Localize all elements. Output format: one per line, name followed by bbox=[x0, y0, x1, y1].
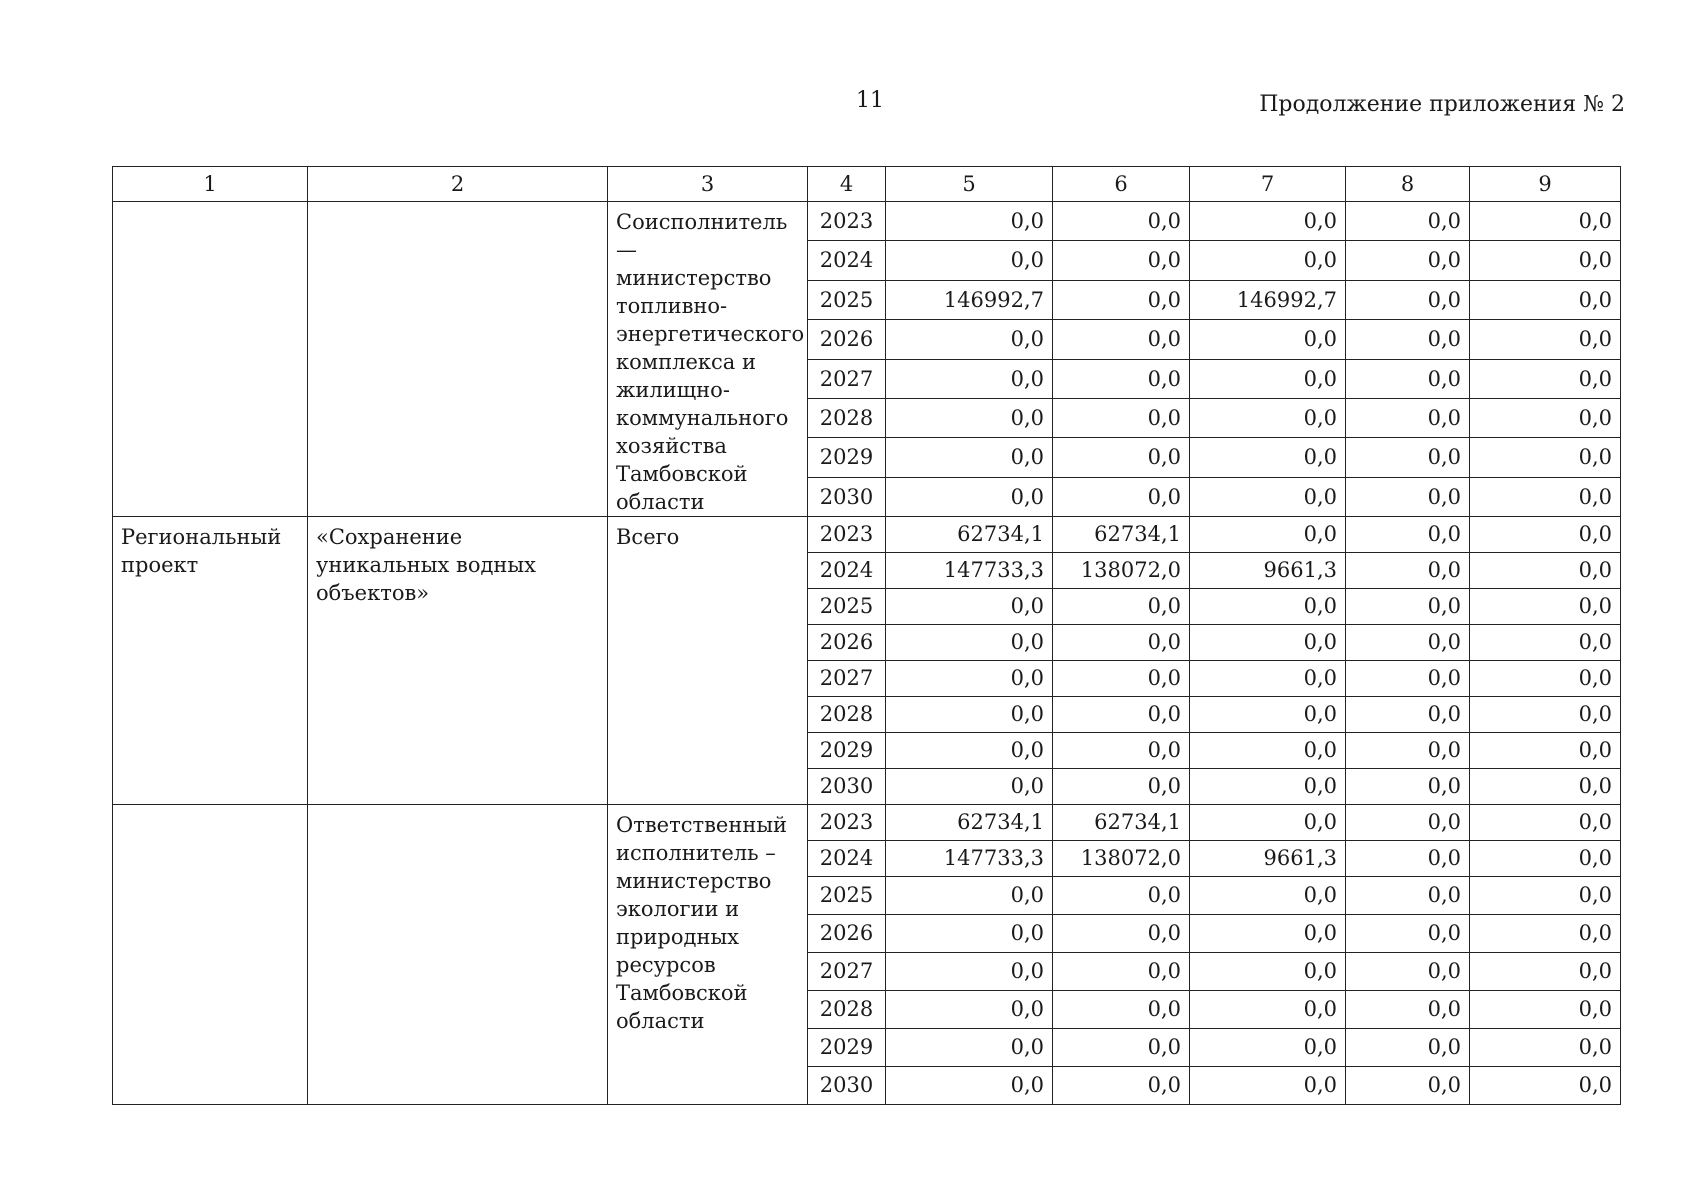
value-cell: 0,0 bbox=[1190, 517, 1346, 553]
value-cell: 0,0 bbox=[886, 477, 1053, 516]
column-header: 6 bbox=[1053, 167, 1190, 202]
value-cell: 0,0 bbox=[1190, 915, 1346, 953]
row-name-cell: «Сохранение уникальных водных объектов» bbox=[308, 517, 608, 805]
value-cell: 0,0 bbox=[1470, 320, 1621, 359]
value-cell: 147733,3 bbox=[886, 841, 1053, 877]
value-cell: 0,0 bbox=[1190, 661, 1346, 697]
value-cell: 0,0 bbox=[1053, 953, 1190, 991]
funding-table bbox=[112, 166, 1621, 1105]
column-header: 8 bbox=[1346, 167, 1470, 202]
year-cell: 2025 bbox=[808, 589, 886, 625]
value-cell: 0,0 bbox=[886, 915, 1053, 953]
value-cell: 0,0 bbox=[1053, 625, 1190, 661]
value-cell: 0,0 bbox=[1470, 841, 1621, 877]
value-cell: 0,0 bbox=[1346, 661, 1470, 697]
value-cell: 138072,0 bbox=[1053, 553, 1190, 589]
value-cell: 0,0 bbox=[1346, 477, 1470, 516]
value-cell: 0,0 bbox=[1190, 589, 1346, 625]
value-cell: 0,0 bbox=[1190, 1029, 1346, 1067]
value-cell: 0,0 bbox=[886, 202, 1053, 241]
value-cell: 0,0 bbox=[886, 953, 1053, 991]
year-cell: 2025 bbox=[808, 280, 886, 319]
value-cell: 0,0 bbox=[1470, 202, 1621, 241]
value-cell: 0,0 bbox=[1346, 953, 1470, 991]
value-cell: 138072,0 bbox=[1053, 841, 1190, 877]
value-cell: 0,0 bbox=[1190, 697, 1346, 733]
value-cell: 0,0 bbox=[1053, 1067, 1190, 1105]
value-cell: 0,0 bbox=[1346, 769, 1470, 805]
value-cell: 0,0 bbox=[1470, 697, 1621, 733]
value-cell: 0,0 bbox=[886, 733, 1053, 769]
value-cell: 0,0 bbox=[1190, 877, 1346, 915]
year-cell: 2030 bbox=[808, 477, 886, 516]
value-cell: 9661,3 bbox=[1190, 553, 1346, 589]
value-cell: 0,0 bbox=[1190, 398, 1346, 437]
table-row bbox=[113, 202, 1621, 241]
value-cell: 0,0 bbox=[1346, 438, 1470, 477]
value-cell: 0,0 bbox=[1190, 320, 1346, 359]
value-cell: 0,0 bbox=[1053, 320, 1190, 359]
year-cell: 2026 bbox=[808, 320, 886, 359]
year-cell: 2028 bbox=[808, 697, 886, 733]
column-header: 2 bbox=[308, 167, 608, 202]
value-cell: 0,0 bbox=[1470, 733, 1621, 769]
value-cell: 0,0 bbox=[1346, 202, 1470, 241]
value-cell: 0,0 bbox=[886, 241, 1053, 280]
value-cell: 0,0 bbox=[1053, 915, 1190, 953]
value-cell: 0,0 bbox=[1470, 625, 1621, 661]
value-cell: 0,0 bbox=[1053, 398, 1190, 437]
value-cell: 0,0 bbox=[1053, 202, 1190, 241]
year-cell: 2027 bbox=[808, 661, 886, 697]
year-cell: 2030 bbox=[808, 1067, 886, 1105]
column-header: 7 bbox=[1190, 167, 1346, 202]
value-cell: 0,0 bbox=[1190, 359, 1346, 398]
value-cell: 0,0 bbox=[1053, 877, 1190, 915]
year-cell: 2028 bbox=[808, 398, 886, 437]
value-cell: 0,0 bbox=[886, 438, 1053, 477]
row-name-cell bbox=[308, 202, 608, 517]
value-cell: 0,0 bbox=[1190, 991, 1346, 1029]
value-cell: 0,0 bbox=[886, 589, 1053, 625]
value-cell: 0,0 bbox=[1053, 769, 1190, 805]
value-cell: 146992,7 bbox=[886, 280, 1053, 319]
value-cell: 0,0 bbox=[886, 625, 1053, 661]
value-cell: 0,0 bbox=[1346, 915, 1470, 953]
year-cell: 2026 bbox=[808, 625, 886, 661]
value-cell: 0,0 bbox=[1190, 625, 1346, 661]
year-cell: 2023 bbox=[808, 805, 886, 841]
value-cell: 0,0 bbox=[1053, 661, 1190, 697]
value-cell: 0,0 bbox=[1470, 280, 1621, 319]
value-cell: 0,0 bbox=[1470, 915, 1621, 953]
value-cell: 0,0 bbox=[1346, 320, 1470, 359]
row-executor-cell: Соисполнитель — министерство топливно-энергетического комплекса и жилищно-коммунального хозяйства Тамбовской области bbox=[608, 202, 808, 517]
page-number: 11 bbox=[856, 88, 884, 113]
value-cell: 0,0 bbox=[1053, 477, 1190, 516]
value-cell: 0,0 bbox=[886, 359, 1053, 398]
column-header: 4 bbox=[808, 167, 886, 202]
value-cell: 0,0 bbox=[1346, 398, 1470, 437]
value-cell: 0,0 bbox=[1470, 553, 1621, 589]
value-cell: 0,0 bbox=[1053, 241, 1190, 280]
value-cell: 0,0 bbox=[1346, 589, 1470, 625]
value-cell: 0,0 bbox=[1470, 398, 1621, 437]
row-type-cell: Региональный проект bbox=[113, 517, 308, 805]
column-header: 1 bbox=[113, 167, 308, 202]
value-cell: 0,0 bbox=[1346, 805, 1470, 841]
value-cell: 0,0 bbox=[1190, 1067, 1346, 1105]
value-cell: 0,0 bbox=[1470, 589, 1621, 625]
value-cell: 0,0 bbox=[1053, 1029, 1190, 1067]
value-cell: 0,0 bbox=[886, 320, 1053, 359]
value-cell: 0,0 bbox=[1053, 280, 1190, 319]
value-cell: 0,0 bbox=[1470, 1067, 1621, 1105]
year-cell: 2030 bbox=[808, 769, 886, 805]
column-header: 9 bbox=[1470, 167, 1621, 202]
value-cell: 0,0 bbox=[1470, 241, 1621, 280]
row-type-cell bbox=[113, 202, 308, 517]
value-cell: 0,0 bbox=[1470, 438, 1621, 477]
value-cell: 62734,1 bbox=[1053, 805, 1190, 841]
value-cell: 0,0 bbox=[886, 661, 1053, 697]
year-cell: 2029 bbox=[808, 733, 886, 769]
value-cell: 62734,1 bbox=[886, 805, 1053, 841]
value-cell: 0,0 bbox=[1346, 280, 1470, 319]
year-cell: 2027 bbox=[808, 359, 886, 398]
annex-continuation-note: Продолжение приложения № 2 bbox=[1259, 92, 1625, 117]
value-cell: 0,0 bbox=[1346, 517, 1470, 553]
header-row bbox=[113, 167, 1621, 202]
value-cell: 0,0 bbox=[1053, 438, 1190, 477]
value-cell: 0,0 bbox=[1470, 877, 1621, 915]
value-cell: 0,0 bbox=[886, 1067, 1053, 1105]
value-cell: 62734,1 bbox=[886, 517, 1053, 553]
table-row bbox=[113, 517, 1621, 553]
value-cell: 0,0 bbox=[1470, 769, 1621, 805]
year-cell: 2029 bbox=[808, 438, 886, 477]
value-cell: 0,0 bbox=[1346, 1067, 1470, 1105]
value-cell: 0,0 bbox=[1190, 438, 1346, 477]
column-header: 5 bbox=[886, 167, 1053, 202]
value-cell: 0,0 bbox=[1053, 991, 1190, 1029]
year-cell: 2029 bbox=[808, 1029, 886, 1067]
value-cell: 0,0 bbox=[886, 398, 1053, 437]
year-cell: 2028 bbox=[808, 991, 886, 1029]
year-cell: 2024 bbox=[808, 841, 886, 877]
value-cell: 0,0 bbox=[1346, 877, 1470, 915]
value-cell: 0,0 bbox=[886, 697, 1053, 733]
value-cell: 0,0 bbox=[1190, 769, 1346, 805]
value-cell: 0,0 bbox=[1346, 697, 1470, 733]
value-cell: 0,0 bbox=[1346, 359, 1470, 398]
value-cell: 0,0 bbox=[886, 769, 1053, 805]
value-cell: 0,0 bbox=[886, 877, 1053, 915]
year-cell: 2023 bbox=[808, 517, 886, 553]
value-cell: 0,0 bbox=[1190, 805, 1346, 841]
value-cell: 0,0 bbox=[1470, 359, 1621, 398]
year-cell: 2027 bbox=[808, 953, 886, 991]
year-cell: 2024 bbox=[808, 553, 886, 589]
value-cell: 0,0 bbox=[1470, 477, 1621, 516]
row-type-cell bbox=[113, 805, 308, 1105]
value-cell: 0,0 bbox=[1470, 805, 1621, 841]
value-cell: 0,0 bbox=[1053, 697, 1190, 733]
value-cell: 0,0 bbox=[1470, 517, 1621, 553]
row-executor-cell: Ответственный исполнитель – министерство экологии и природных ресурсов Тамбовской области bbox=[608, 805, 808, 1105]
value-cell: 0,0 bbox=[1190, 477, 1346, 516]
year-cell: 2025 bbox=[808, 877, 886, 915]
value-cell: 0,0 bbox=[1053, 359, 1190, 398]
value-cell: 0,0 bbox=[1346, 841, 1470, 877]
value-cell: 0,0 bbox=[1190, 241, 1346, 280]
year-cell: 2023 bbox=[808, 202, 886, 241]
table-row bbox=[113, 805, 1621, 841]
value-cell: 62734,1 bbox=[1053, 517, 1190, 553]
value-cell: 0,0 bbox=[1346, 1029, 1470, 1067]
value-cell: 0,0 bbox=[1053, 589, 1190, 625]
value-cell: 146992,7 bbox=[1190, 280, 1346, 319]
value-cell: 0,0 bbox=[886, 991, 1053, 1029]
value-cell: 9661,3 bbox=[1190, 841, 1346, 877]
value-cell: 0,0 bbox=[1190, 202, 1346, 241]
value-cell: 0,0 bbox=[1470, 661, 1621, 697]
value-cell: 0,0 bbox=[1346, 625, 1470, 661]
row-executor-cell: Всего bbox=[608, 517, 808, 805]
value-cell: 0,0 bbox=[1346, 733, 1470, 769]
value-cell: 0,0 bbox=[886, 1029, 1053, 1067]
value-cell: 0,0 bbox=[1470, 991, 1621, 1029]
value-cell: 0,0 bbox=[1190, 953, 1346, 991]
year-cell: 2026 bbox=[808, 915, 886, 953]
value-cell: 0,0 bbox=[1190, 733, 1346, 769]
value-cell: 0,0 bbox=[1346, 241, 1470, 280]
value-cell: 0,0 bbox=[1470, 953, 1621, 991]
value-cell: 0,0 bbox=[1346, 991, 1470, 1029]
value-cell: 0,0 bbox=[1470, 1029, 1621, 1067]
row-name-cell bbox=[308, 805, 608, 1105]
column-header: 3 bbox=[608, 167, 808, 202]
year-cell: 2024 bbox=[808, 241, 886, 280]
value-cell: 147733,3 bbox=[886, 553, 1053, 589]
value-cell: 0,0 bbox=[1346, 553, 1470, 589]
value-cell: 0,0 bbox=[1053, 733, 1190, 769]
